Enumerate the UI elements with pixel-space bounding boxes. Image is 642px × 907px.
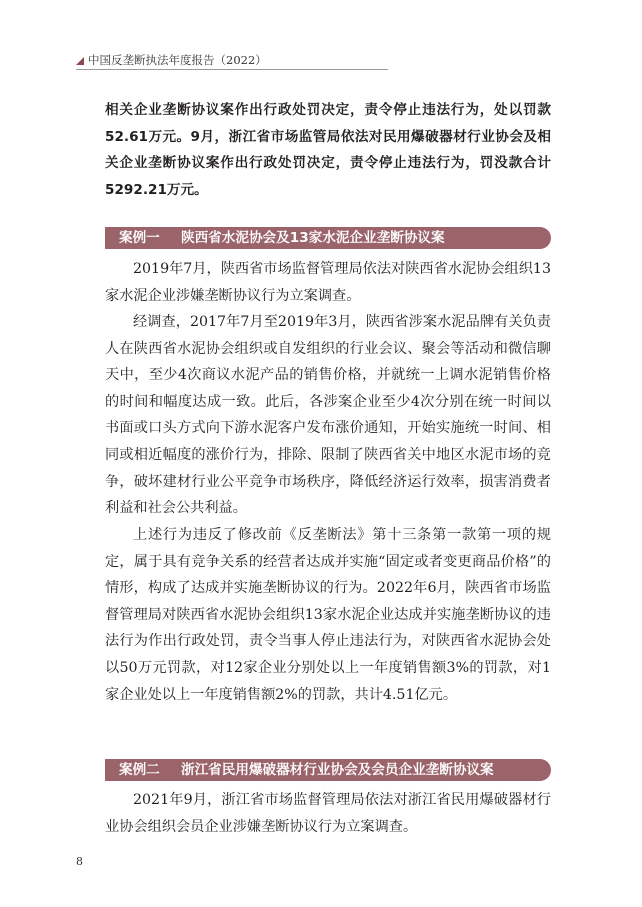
case2-banner [105,759,551,781]
case2-title: 浙江省民用爆破器材行业协会及会员企业垄断协议案 [181,762,494,778]
case1-banner [105,227,551,249]
page-number: 8 [76,855,83,868]
case1-paragraph-1: 2019年7月，陕西省市场监督管理局依法对陕西省水泥协会组织13家水泥企业涉嫌垄断协议行为立案调查。 [105,261,551,304]
intro-paragraph: 相关企业垄断协议案作出行政处罚决定，责令停止违法行为，处以罚款52.61万元。9月，浙江省市场监管局依法对民用爆破器材行业协会及相关企业垄断协议案作出行政处罚决定，责令停止违法行为，罚没款合计5292.21万元。 [105,102,551,198]
header-triangle-icon [76,57,84,65]
running-header [76,52,388,70]
case1-paragraph-3: 上述行为违反了修改前《反垄断法》第十三条第一款第一项的规定，属于具有竞争关系的经营者达成并实施“固定或者变更商品价格”的情形，构成了达成并实施垄断协议的行为。2022年6月，陕西省市场监督管理局对陕西省水泥协会组织13家水泥企业达成并实施垄断协议的违法行为作出行政处罚，责令当事人停止违法行为，对陕西省水泥协会处以50万元罚款，对12家企业分别处以上一年度销售额3%的罚款，对1家企业处以上一年度销售额2%的罚款，共计4.51亿元。 [105,527,551,703]
case2-label: 案例二 [119,762,160,778]
header-rule [76,69,388,70]
case1-title: 陕西省水泥协会及13家水泥企业垄断协议案 [181,230,445,246]
header-title: 中国反垄断执法年度报告（2022） [88,53,267,67]
case1-label: 案例一 [119,230,160,246]
case1-paragraph-2: 经调查，2017年7月至2019年3月，陕西省涉案水泥品牌有关负责人在陕西省水泥协会组织或自发组织的行业会议、聚会等活动和微信聊天中，至少4次商议水泥产品的销售价格，并就统一上调水泥销售价格的时间和幅度达成一致。此后，各涉案企业至少4次分别在统一时间以书面或口头方式向下游水泥客户发布涨价通知，开始实施统一时间、相同或相近幅度的涨价行为，排除、限制了陕西省关中地区水泥市场的竞争，破坏建材行业公平竞争市场秩序，降低经济运行效率，损害消费者利益和社会公共利益。 [105,314,551,517]
case2-paragraph-1: 2021年9月，浙江省市场监督管理局依法对浙江省民用爆破器材行业协会组织会员企业涉嫌垄断协议行为立案调查。 [105,792,551,835]
